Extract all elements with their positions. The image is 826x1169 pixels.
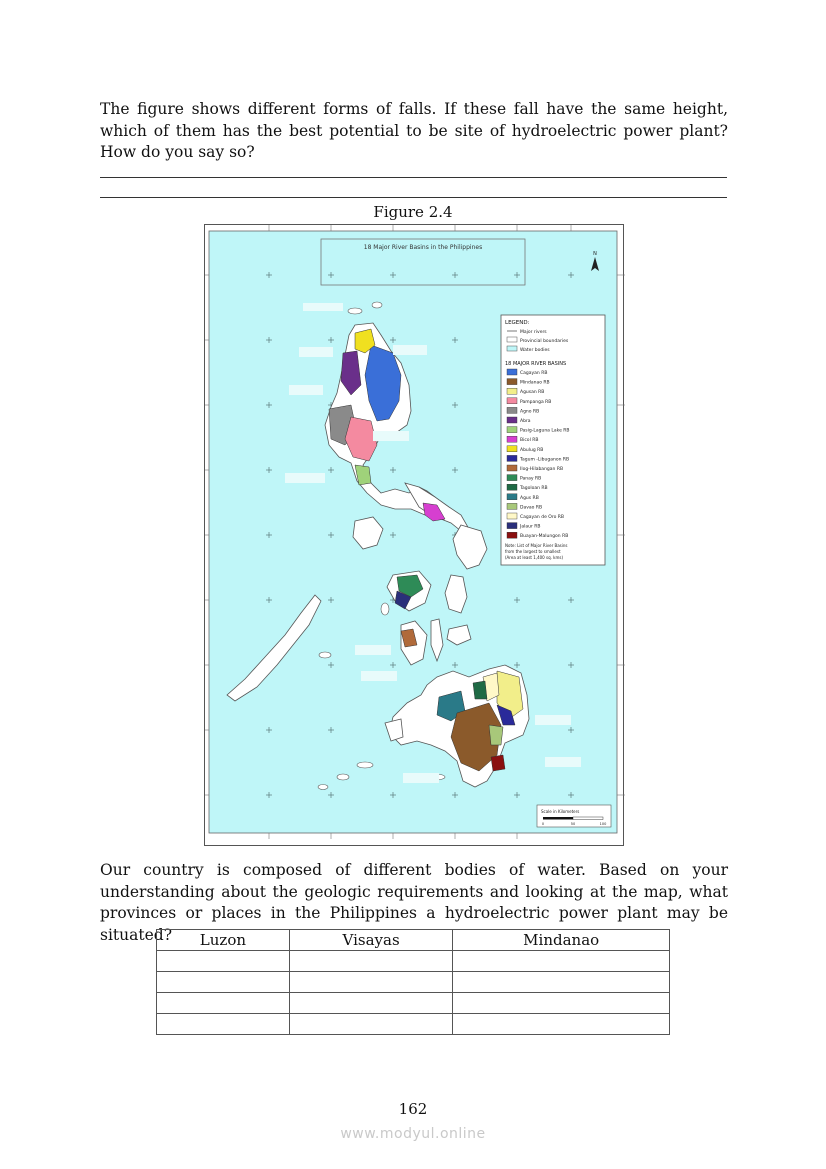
answer-cell[interactable] bbox=[453, 972, 670, 993]
legend-note bbox=[505, 543, 568, 560]
answer-line[interactable] bbox=[100, 197, 727, 198]
answer-cell[interactable] bbox=[289, 1014, 453, 1035]
tagoloan-rb-patch bbox=[473, 681, 487, 699]
legend-swatch bbox=[507, 417, 517, 423]
table-row bbox=[157, 993, 670, 1014]
legend-basin-label: Mindanao RB bbox=[520, 380, 550, 386]
legend-basin-label: Abulug RB bbox=[520, 447, 544, 453]
legend-note-line: Note: List of Major River Basins bbox=[505, 543, 568, 548]
legend-swatch bbox=[507, 523, 517, 529]
legend-swatch bbox=[507, 369, 517, 375]
legend-swatch bbox=[507, 513, 517, 519]
column-header-luzon: Luzon bbox=[157, 930, 290, 951]
buayan-malungon-rb-patch bbox=[491, 755, 505, 771]
question-1-text: The figure shows different forms of falls. If these fall have the same height, which of them has the best potential to be site of hydroelectric power plant? How do you say so? bbox=[100, 100, 728, 161]
watermark: www.modyul.online bbox=[340, 1126, 486, 1142]
table-row bbox=[157, 951, 670, 972]
answer-cell[interactable] bbox=[453, 951, 670, 972]
answer-cell[interactable] bbox=[453, 993, 670, 1014]
map-title: 18 Major River Basins in the Philippines bbox=[363, 244, 483, 251]
legend-basin-label: Cagayan de Oro RB bbox=[520, 515, 564, 520]
legend-basin-label: Agno RB bbox=[520, 409, 540, 415]
scale-label: Scale in Kilometers bbox=[541, 809, 580, 814]
legend-basin-label: Buayan-Malungon RB bbox=[520, 534, 569, 540]
table-header-row bbox=[157, 930, 670, 951]
legend-basin-label: Pampanga RB bbox=[520, 399, 552, 405]
legend-swatch bbox=[507, 475, 517, 481]
legend-swatch bbox=[507, 532, 517, 538]
legend-basin-label: Bicol RB bbox=[520, 438, 539, 444]
scale-tick-1: 50 bbox=[570, 822, 576, 826]
question-2-text: Our country is composed of different bodies of water. Based on your understanding about the geologic requirements and looking at the map, what provinces or places in the Philippines a hydroelectric power plant may be situated? bbox=[100, 861, 728, 944]
legend-swatch bbox=[507, 484, 517, 490]
legend-basin-label: Tagum -Libuganon RB bbox=[520, 457, 570, 463]
answer-cell[interactable] bbox=[453, 1014, 670, 1035]
table-row bbox=[157, 972, 670, 993]
legend-basin-label: Abra bbox=[520, 419, 531, 424]
table-body bbox=[157, 951, 670, 1035]
answer-cell[interactable] bbox=[157, 993, 290, 1014]
column-header-visayas: Visayas bbox=[289, 930, 453, 951]
legend-symbol-label: Provincial boundaries bbox=[520, 339, 569, 344]
basins-heading: 18 MAJOR RIVER BASINS bbox=[505, 361, 567, 367]
legend-basin-label: Ilog-Hilabangan RB bbox=[520, 467, 564, 472]
map-graphic bbox=[205, 225, 625, 847]
legend-swatch bbox=[507, 407, 517, 413]
legend-basin-label: Davao RB bbox=[520, 505, 543, 511]
legend-swatch bbox=[507, 379, 517, 385]
legend-note-line: from the largest to smallest bbox=[505, 549, 561, 554]
legend-basin-label: Agusan RB bbox=[520, 390, 545, 396]
answer-table bbox=[156, 929, 670, 1035]
answer-cell[interactable] bbox=[289, 951, 453, 972]
legend-swatch bbox=[507, 398, 517, 404]
answer-cell[interactable] bbox=[157, 951, 290, 972]
legend-basin-label: Agus RB bbox=[520, 495, 539, 501]
legend-basin-label: Jalaur RB bbox=[520, 524, 541, 530]
answer-cell[interactable] bbox=[289, 993, 453, 1014]
map-legend bbox=[501, 315, 605, 565]
scale-tick-2: 100 bbox=[599, 822, 607, 826]
answer-cell[interactable] bbox=[157, 1014, 290, 1035]
figure-caption: Figure 2.4 bbox=[373, 203, 453, 221]
answer-line[interactable] bbox=[100, 177, 727, 178]
table-row bbox=[157, 1014, 670, 1035]
legend-swatch bbox=[507, 503, 517, 509]
legend-basin-label: Tagoloan RB bbox=[520, 486, 548, 492]
legend-swatch bbox=[507, 465, 517, 471]
legend-swatch bbox=[507, 427, 517, 433]
legend-basin-label: Cagayan RB bbox=[520, 371, 548, 376]
water-bodies-symbol bbox=[507, 346, 517, 351]
scale-tick-0: 0 bbox=[541, 822, 545, 826]
answer-cell[interactable] bbox=[289, 972, 453, 993]
legend-basin-label: Panay RB bbox=[520, 476, 542, 482]
legend-basin-label: Pasig-Laguna Lake RB bbox=[520, 428, 570, 434]
davao-rb-patch bbox=[489, 725, 503, 745]
legend-symbol-label: Water bodies bbox=[520, 348, 550, 353]
page-number: 162 bbox=[398, 1100, 428, 1118]
scale-bar bbox=[537, 805, 611, 827]
legend-symbol-label: Major rivers bbox=[520, 330, 547, 335]
provincial-boundaries-symbol bbox=[507, 337, 517, 342]
legend-note-line: (Area at least 1,400 sq. kms) bbox=[505, 555, 564, 560]
legend-swatch bbox=[507, 446, 517, 452]
legend-swatch bbox=[507, 494, 517, 500]
legend-swatch bbox=[507, 388, 517, 394]
column-header-mindanao: Mindanao bbox=[453, 930, 670, 951]
legend-heading: LEGEND: bbox=[505, 320, 530, 326]
svg-text:N: N bbox=[593, 251, 597, 257]
answer-cell[interactable] bbox=[157, 972, 290, 993]
legend-swatch bbox=[507, 455, 517, 461]
legend-swatch bbox=[507, 436, 517, 442]
philippines-river-basin-map bbox=[204, 224, 624, 846]
